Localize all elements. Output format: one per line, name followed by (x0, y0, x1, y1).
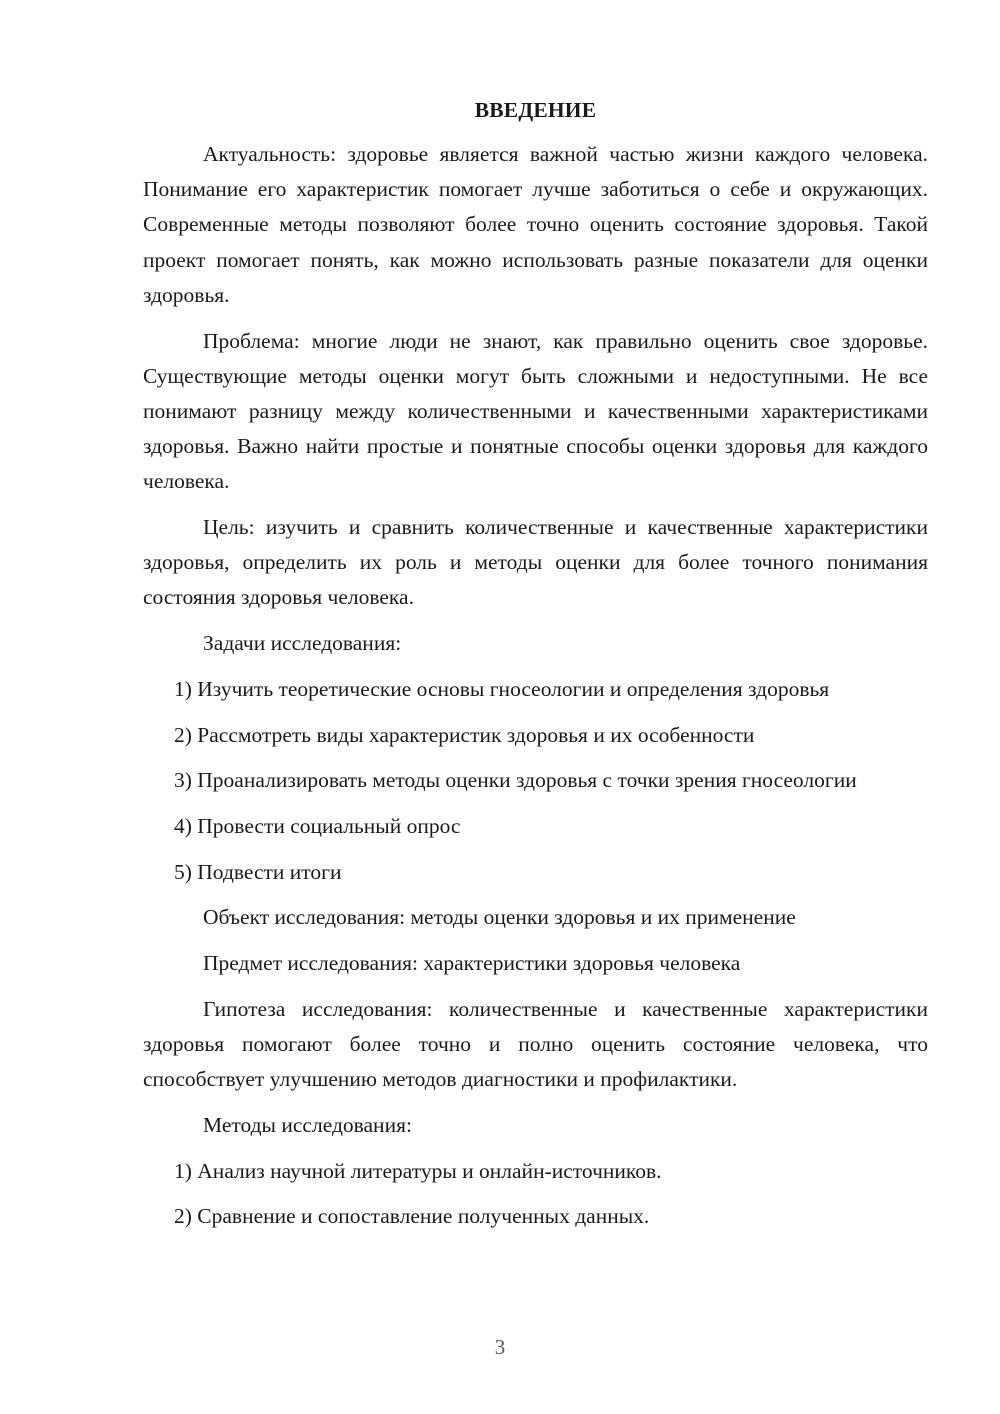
tasks-heading: Задачи исследования: (203, 631, 402, 656)
page-title: ВВЕДЕНИЕ (474, 98, 597, 122)
task-item-4: 4) Провести социальный опрос (174, 813, 461, 838)
paragraph-relevance: Актуальность: здоровье является важной частью жизни каждого человека. Понимание его характеристик помогает лучше заботиться о себе и окружающих. Современные методы позволяют более точно оценить состояние здоровья. Такой проект помогает понять, как можно использовать разные показатели для оценки здоровья. (143, 142, 928, 307)
method-item-1: 1) Анализ научной литературы и онлайн-источников. (174, 1158, 662, 1183)
page-content (143, 93, 928, 1234)
methods-heading: Методы исследования: (203, 1112, 412, 1137)
paragraph-subject: Предмет исследования: характеристики здоровья человека (203, 951, 741, 976)
paragraph-object: Объект исследования: методы оценки здоровья и их применение (203, 905, 796, 930)
task-item-2: 2) Рассмотреть виды характеристик здоровья и их особенности (174, 722, 755, 747)
method-item-2: 2) Сравнение и сопоставление полученных данных. (174, 1204, 650, 1229)
paragraph-hypothesis: Гипотеза исследования: количественные и качественные характеристики здоровья помогают более точно и полно оценить состояние человека, что способствует улучшению методов диагностики и профилактики. (143, 996, 928, 1092)
task-item-5: 5) Подвести итоги (174, 859, 342, 884)
paragraph-problem: Проблема: многие люди не знают, как правильно оценить свое здоровье. Существующие методы оценки могут быть сложными и недоступными. Не все понимают разницу между количественными и качественными характеристиками здоровья. Важно найти простые и понятные способы оценки здоровья для каждого человека. (143, 328, 928, 494)
paragraph-goal: Цель: изучить и сравнить количественные и качественные характеристики здоровья, определить их роль и методы оценки для более точного понимания состояния здоровья человека. (143, 515, 928, 610)
page-number: 3 (494, 1335, 506, 1359)
task-item-3: 3) Проанализировать методы оценки здоровья с точки зрения гносеологии (174, 768, 857, 793)
task-item-1: 1) Изучить теоретические основы гносеологии и определения здоровья (174, 676, 830, 701)
